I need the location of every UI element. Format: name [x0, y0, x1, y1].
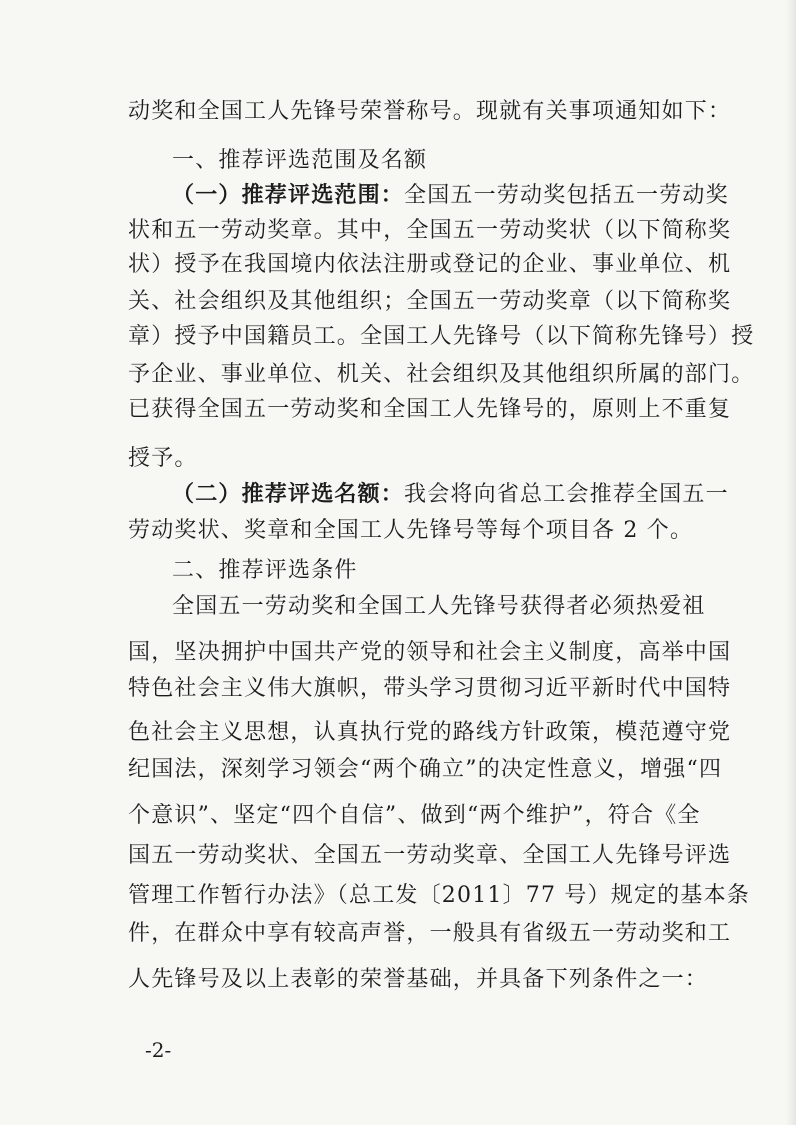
text-line-8: 予企业、事业单位、机关、社会组织及其他组织所属的部门。 — [128, 362, 755, 387]
text-line-11-body: 我会将向省总工会推荐全国五一 — [404, 482, 729, 507]
text-line-21: 管理工作暂行办法》（总工发〔2011〕77 号）规定的基本条 — [128, 883, 750, 908]
text-line-1: 动奖和全国工人先锋号荣誉称号。现就有关事项通知如下： — [128, 99, 732, 124]
text-line-23: 人先锋号及以上表彰的荣誉基础，并具备下列条件之一： — [128, 967, 709, 992]
text-line-10: 授予。 — [128, 446, 198, 471]
subsection-heading-1: （一）推荐评选范围： — [172, 183, 405, 208]
text-line-7: 章）授予中国籍员工。全国工人先锋号（以下简称先锋号）授 — [128, 324, 755, 349]
text-line-14: 全国五一劳动奖和全国工人先锋号获得者必须热爱祖 — [172, 594, 706, 619]
text-line-19: 个意识”、坚定“四个自信”、做到“两个维护”，符合《全 — [128, 803, 701, 828]
text-line-4: 状和五一劳动奖章。其中，全国五一劳动奖状（以下简称奖 — [128, 218, 732, 243]
text-line-9: 已获得全国五一劳动奖和全国工人先锋号的，原则上不重复 — [128, 397, 732, 422]
text-line-12: 劳动奖状、奖章和全国工人先锋号等每个项目各 2 个。 — [128, 518, 694, 543]
subsection-heading-2: （二）推荐评选名额： — [172, 482, 405, 507]
section-heading-2: 二、推荐评选条件 — [172, 558, 358, 583]
text-line-3-body: 全国五一劳动奖包括五一劳动奖 — [404, 183, 729, 208]
text-line-5: 状）授予在我国境内依法注册或登记的企业、事业单位、机 — [128, 252, 732, 277]
text-line-6: 关、社会组织及其他组织；全国五一劳动奖章（以下简称奖 — [128, 289, 732, 314]
text-line-15: 国，坚决拥护中国共产党的领导和社会主义制度，高举中国 — [128, 640, 732, 665]
page-number: -2- — [145, 1038, 172, 1062]
text-line-20: 国五一劳动奖状、全国五一劳动奖章、全国工人先锋号评选 — [128, 843, 732, 868]
text-line-16: 特色社会主义伟大旗帜，带头学习贯彻习近平新时代中国特 — [128, 676, 732, 701]
text-line-18: 纪国法，深刻学习领会“两个确立”的决定性意义，增强“四 — [128, 757, 723, 782]
section-heading-1: 一、推荐评选范围及名额 — [172, 148, 428, 173]
page-edge-shadow — [786, 0, 796, 1125]
text-line-3 — [172, 176, 729, 216]
text-line-17: 色社会主义思想，认真执行党的路线方针政策，模范遵守党 — [128, 720, 732, 745]
text-line-11 — [172, 475, 729, 515]
text-line-22: 件，在群众中享有较高声誉，一般具有省级五一劳动奖和工 — [128, 921, 732, 946]
